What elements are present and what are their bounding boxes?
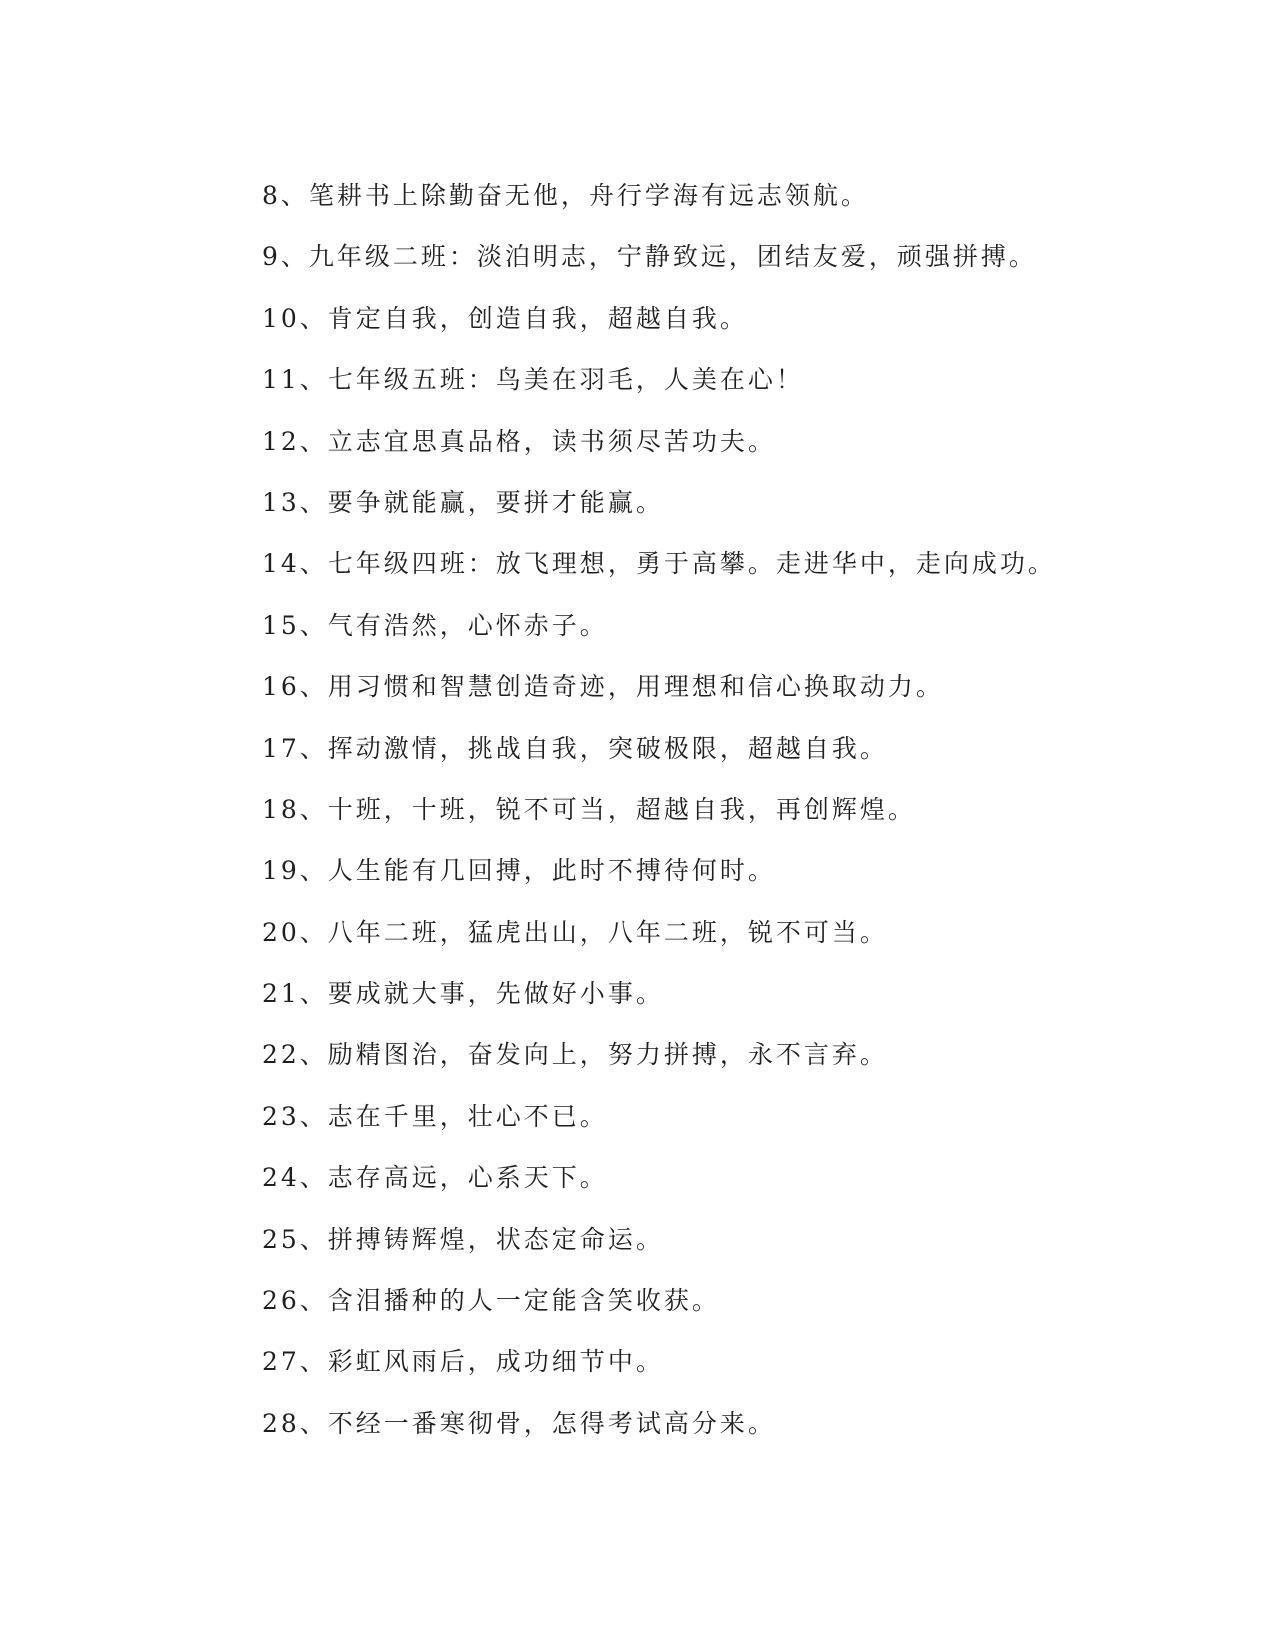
slogan-list	[262, 165, 1162, 1454]
list-item: 20、八年二班，猛虎出山，八年二班，锐不可当。	[262, 917, 888, 947]
list-item: 15、气有浩然，心怀赤子。	[262, 610, 608, 640]
list-item: 19、人生能有几回搏，此时不搏待何时。	[262, 856, 776, 886]
list-item: 28、不经一番寒彻骨，怎得考试高分来。	[262, 1408, 776, 1438]
list-item: 23、志在千里，壮心不已。	[262, 1101, 608, 1131]
list-item: 13、要争就能赢，要拼才能赢。	[262, 487, 664, 517]
list-item: 27、彩虹风雨后，成功细节中。	[262, 1347, 664, 1377]
list-item: 22、励精图治，奋发向上，努力拼搏，永不言弃。	[262, 1040, 888, 1070]
list-item: 8、笔耕书上除勤奋无他，舟行学海有远志领航。	[262, 181, 869, 210]
list-item: 17、挥动激情，挑战自我，突破极限，超越自我。	[262, 733, 888, 763]
list-item: 25、拼搏铸辉煌，状态定命运。	[262, 1224, 664, 1254]
list-item: 10、肯定自我，创造自我，超越自我。	[262, 303, 748, 333]
list-item: 24、志存高远，心系天下。	[262, 1163, 608, 1193]
list-item: 26、含泪播种的人一定能含笑收获。	[262, 1286, 720, 1316]
list-item: 9、九年级二班：淡泊明志，宁静致远，团结友爱，顽强拼搏。	[262, 242, 1037, 272]
list-item: 16、用习惯和智慧创造奇迹，用理想和信心换取动力。	[262, 672, 944, 702]
list-item: 18、十班，十班，锐不可当，超越自我，再创辉煌。	[262, 794, 916, 824]
list-item: 21、要成就大事，先做好小事。	[262, 979, 664, 1009]
list-item: 14、七年级四班：放飞理想，勇于高攀。走进华中，走向成功。	[262, 549, 1056, 579]
list-item: 11、七年级五班：鸟美在羽毛，人美在心！	[262, 365, 804, 395]
list-item: 12、立志宜思真品格，读书须尽苦功夫。	[262, 426, 776, 456]
